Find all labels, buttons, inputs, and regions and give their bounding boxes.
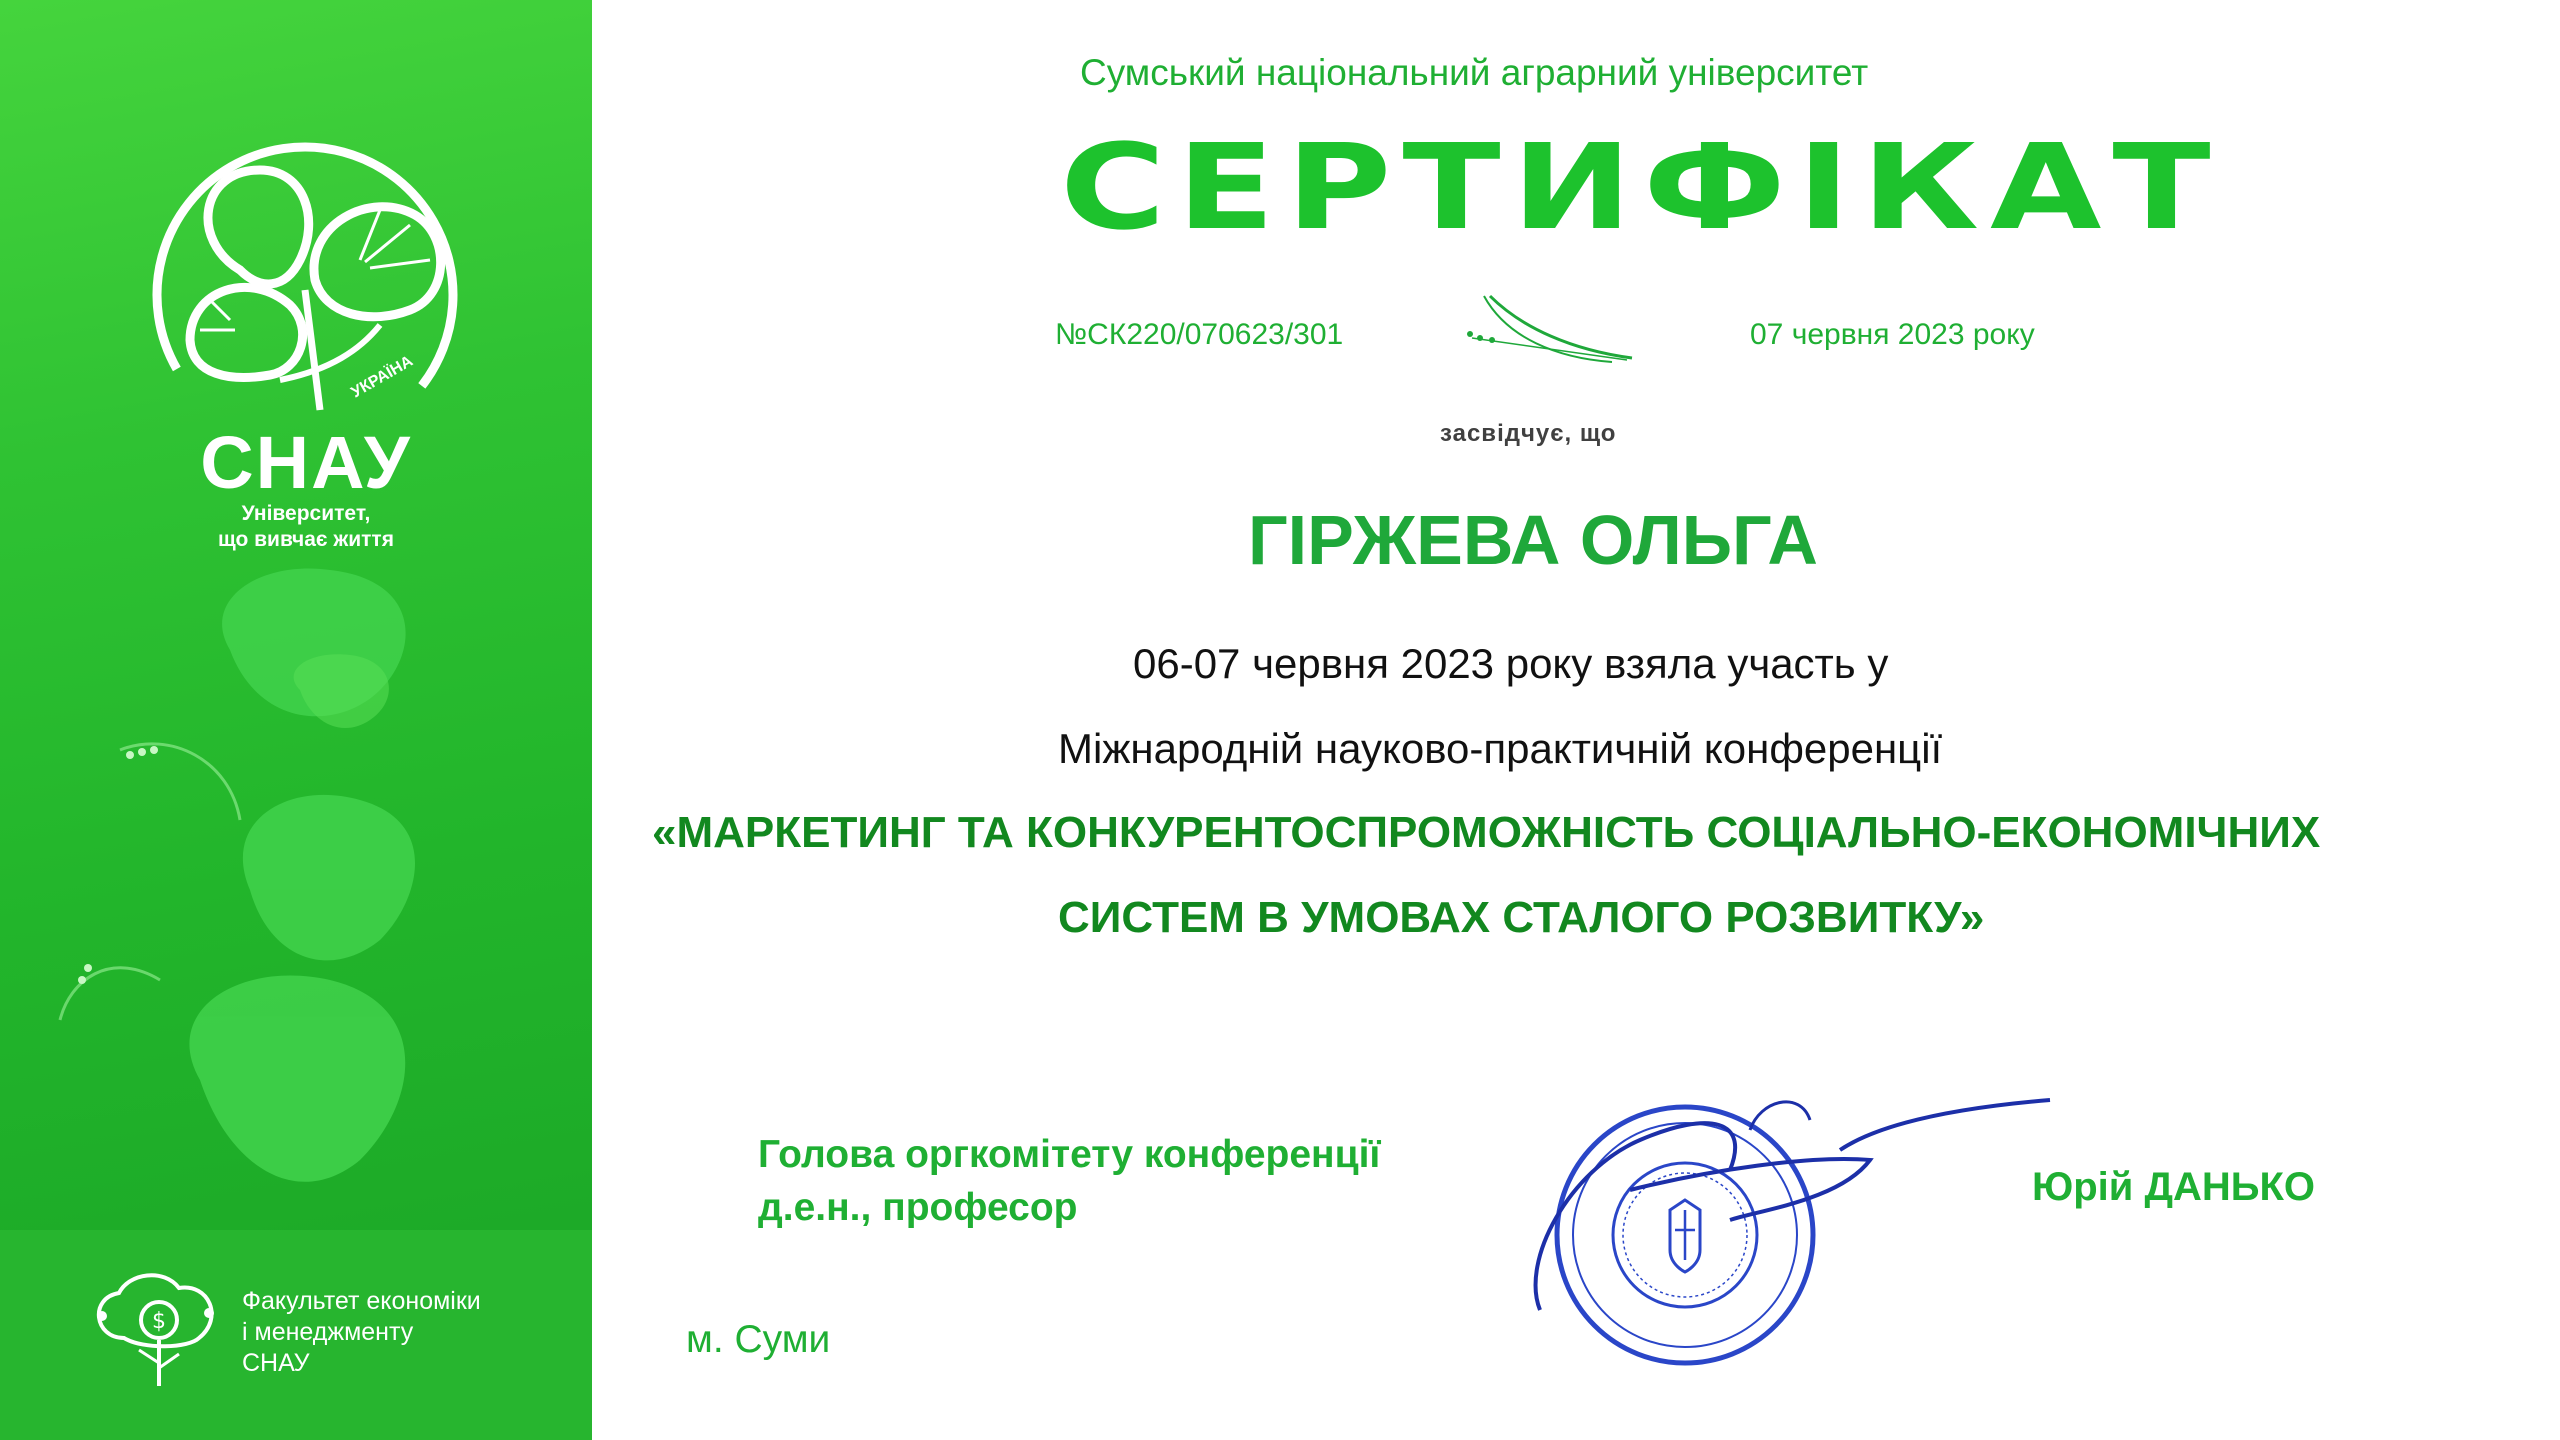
brand-name: СНАУ	[200, 421, 412, 504]
brand-tagline-line2: що вивчає життя	[218, 528, 394, 551]
leaf-ornament-icon	[1462, 288, 1642, 378]
chair-title-line2: д.е.н., професор	[758, 1186, 1078, 1229]
university-name: Сумський національний аграрний університет	[1080, 52, 1869, 93]
recipient-name: ГІРЖЕВА ОЛЬГА	[1248, 501, 1818, 579]
issue-date: 07 червня 2023 року	[1750, 318, 2035, 351]
signer-name: Юрій ДАНЬКО	[2032, 1165, 2316, 1209]
conference-title-line1: «МАРКЕТИНГ ТА КОНКУРЕНТОСПРОМОЖНІСТЬ СОЦІАЛЬНО-ЕКОНОМІЧНИХ	[652, 808, 2321, 857]
faculty-name-line2: і менеджменту	[242, 1318, 414, 1346]
conference-title-line2: СИСТЕМ В УМОВАХ СТАЛОГО РОЗВИТКУ»	[1058, 893, 1985, 942]
side-panel	[0, 0, 592, 1440]
official-stamp-and-signature	[1510, 1060, 2070, 1400]
city: м. Суми	[686, 1318, 831, 1361]
ginkgo-leaves-decoration	[0, 560, 592, 1240]
svg-text:$: $	[152, 1309, 166, 1334]
faculty-name-line3: СНАУ	[242, 1349, 310, 1377]
participation-line2: Міжнародній науково-практичній конференції	[1058, 725, 1943, 772]
snau-ginkgo-logo-icon	[130, 130, 480, 450]
brand-tagline-line1: Університет,	[241, 502, 371, 525]
certificate-title: СЕРТИФІКАТ	[1060, 118, 2222, 256]
faculty-money-tree-icon	[84, 1268, 226, 1398]
participation-line1: 06-07 червня 2023 року взяла участь у	[1133, 640, 1889, 687]
faculty-panel	[0, 1230, 592, 1440]
certificate-number: №СК220/070623/301	[1055, 318, 1344, 351]
chair-title-line1: Голова оргкомітету конференції	[758, 1133, 1381, 1176]
certifies-text: засвідчує, що	[1440, 420, 1617, 447]
logo-country-label: УКРАЇНА	[348, 352, 416, 402]
faculty-name-line1: Факультет економіки	[242, 1287, 481, 1315]
